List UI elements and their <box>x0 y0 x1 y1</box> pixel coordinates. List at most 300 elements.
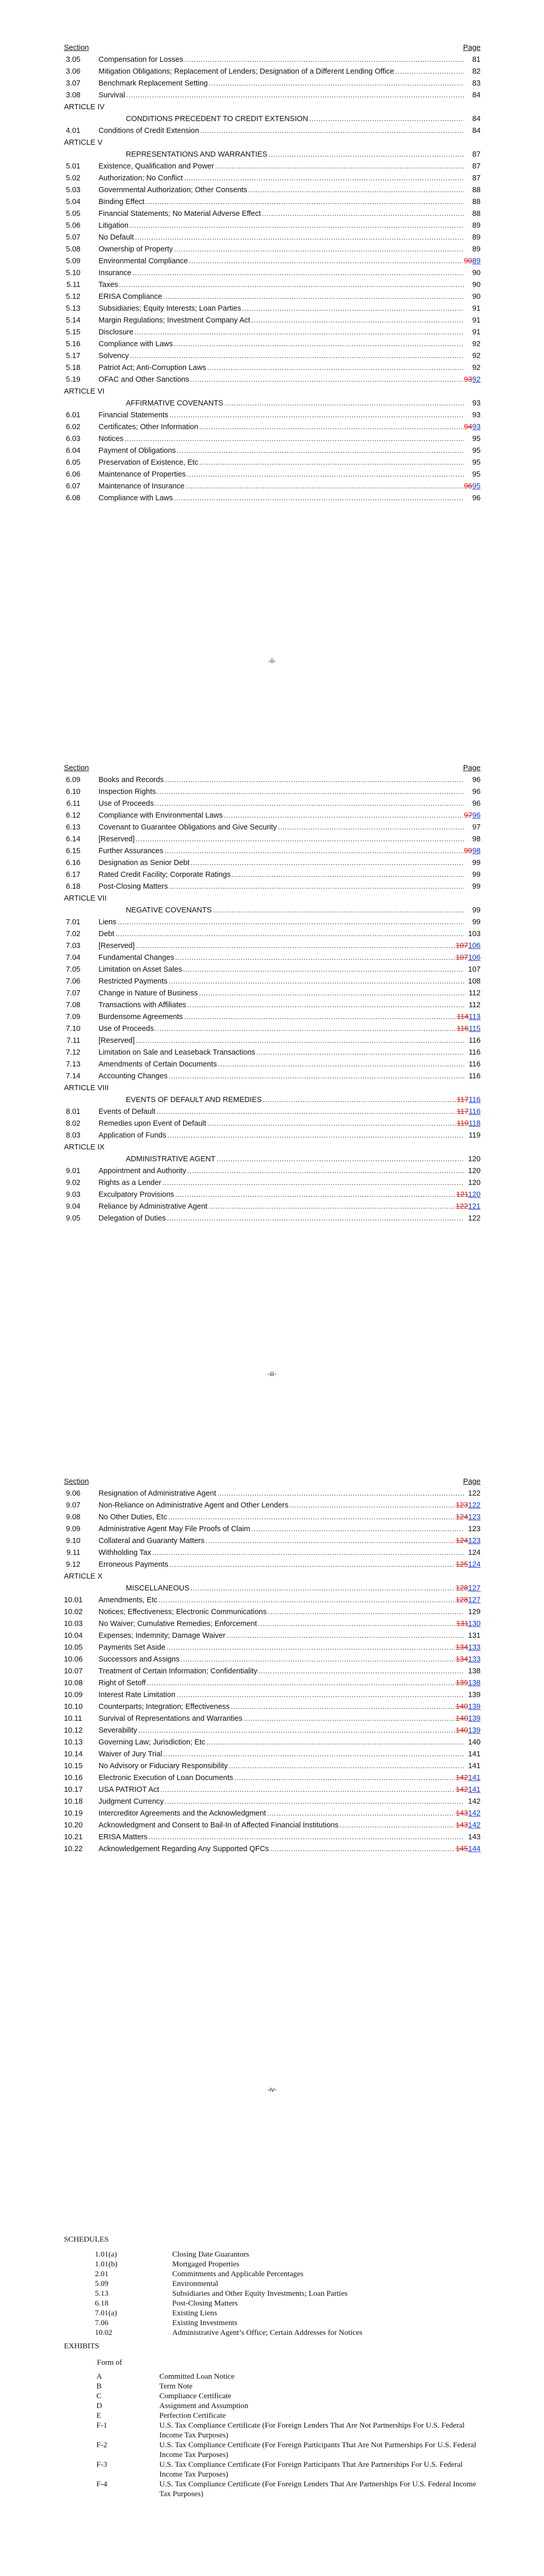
deleted-page-number: 117 <box>456 1096 469 1104</box>
schedule-description: Commitments and Applicable Percentages <box>172 2270 304 2278</box>
exhibit-description: U.S. Tax Compliance Certificate (For Foreign Participants That Are Not Partnerships For U.S. Federal Income Tax Purposes) <box>159 2441 476 2459</box>
article-heading: ARTICLE IV <box>64 103 105 111</box>
dot-leader <box>130 350 464 362</box>
inserted-page-number: 141 <box>468 1774 481 1782</box>
page-ref <box>456 1559 481 1571</box>
toc-entry <box>64 999 481 1011</box>
page-ref <box>457 1011 481 1023</box>
inserted-page-number: 116 <box>468 1108 481 1116</box>
page-ref: 112 <box>468 1001 481 1009</box>
deleted-page-number: 93 <box>464 376 472 384</box>
dot-leader <box>169 881 464 893</box>
toc-entry <box>64 1118 481 1130</box>
section-number: 5.05 <box>65 210 80 218</box>
section-number: 10.21 <box>64 1833 83 1841</box>
schedules-exhibits-page <box>64 2233 487 2499</box>
page-ref: 82 <box>472 67 481 76</box>
toc-entry <box>64 774 481 786</box>
toc-entry <box>64 374 481 386</box>
section-number: 6.13 <box>65 823 80 832</box>
section-title: ERISA Matters <box>98 1833 148 1841</box>
page-ref <box>456 1618 481 1630</box>
toc-entry <box>64 1035 481 1047</box>
page-ref: 91 <box>472 316 481 325</box>
dot-leader <box>147 1677 455 1689</box>
page-ref: 99 <box>472 859 481 867</box>
dot-leader <box>199 421 463 433</box>
dot-leader <box>162 1177 464 1189</box>
section-title: Amendments of Certain Documents <box>98 1060 217 1069</box>
inserted-page-number: 144 <box>468 1845 481 1853</box>
dot-leader <box>189 256 463 267</box>
toc-entry <box>64 445 481 457</box>
page-ref: 141 <box>468 1762 481 1770</box>
exhibit-entry <box>64 2401 487 2411</box>
toc-entry <box>64 1606 481 1618</box>
section-number: 5.06 <box>65 222 80 230</box>
section-number: 6.18 <box>65 883 80 891</box>
toc-entry <box>64 869 481 881</box>
dot-leader <box>218 1059 464 1071</box>
schedule-code: 7.01(a) <box>95 2309 117 2317</box>
dot-leader <box>187 1165 464 1177</box>
exhibit-entry <box>64 2480 487 2499</box>
exhibit-description: U.S. Tax Compliance Certificate (For Foreign Participants That Are Partnerships For U.S. Federal Income Tax Purposes) <box>159 2461 463 2479</box>
section-number: 5.02 <box>65 174 80 182</box>
section-title: Electronic Execution of Loan Documents <box>98 1774 234 1782</box>
dot-leader <box>155 1023 456 1035</box>
dot-leader <box>133 267 464 279</box>
toc-entry <box>64 1023 481 1035</box>
page-ref <box>456 1583 481 1595</box>
section-number: 5.14 <box>65 316 80 325</box>
dot-leader <box>158 1595 454 1606</box>
section-number: 7.07 <box>65 989 80 997</box>
section-title: Fundamental Changes <box>98 954 174 962</box>
deleted-page-number: 124 <box>455 1537 468 1545</box>
inserted-page-number: 121 <box>468 1202 481 1211</box>
toc-entry <box>64 66 481 78</box>
section-number: 6.10 <box>65 788 80 796</box>
section-title: Notices; Effectiveness; Electronic Communications <box>98 1608 267 1616</box>
page-ref: 92 <box>472 352 481 360</box>
inserted-page-number: 139 <box>468 1715 481 1723</box>
toc-entry <box>64 1488 481 1500</box>
section-number: 6.17 <box>65 871 80 879</box>
toc-entry <box>64 1689 481 1701</box>
section-number: 5.04 <box>65 198 80 206</box>
dot-leader <box>157 786 464 798</box>
section-number: 3.06 <box>65 67 80 76</box>
page-ref: 141 <box>468 1750 481 1758</box>
inserted-page-number: 98 <box>472 847 481 855</box>
section-number: 3.05 <box>65 56 80 64</box>
inserted-page-number: 142 <box>468 1809 481 1818</box>
section-title: [Reserved] <box>98 835 135 843</box>
schedule-description: Mortgaged Properties <box>172 2260 240 2268</box>
dot-leader <box>230 1701 454 1713</box>
section-number: 10.15 <box>64 1762 83 1770</box>
page-ref: 143 <box>468 1833 481 1841</box>
page-ref <box>456 952 481 964</box>
toc-entry <box>64 481 481 493</box>
exhibit-description: Perfection Certificate <box>159 2412 226 2420</box>
section-number: 10.09 <box>64 1691 83 1699</box>
page-ref: 139 <box>468 1691 481 1699</box>
inserted-page-number: 93 <box>472 423 481 431</box>
section-number: 6.14 <box>65 835 80 843</box>
article-title-row <box>64 905 481 917</box>
dot-leader <box>174 338 464 350</box>
dot-leader <box>251 1523 464 1535</box>
dot-leader <box>175 1189 455 1201</box>
section-title: Rated Credit Facility; Corporate Ratings <box>98 871 231 879</box>
toc-entry <box>64 196 481 208</box>
section-number: 6.12 <box>65 811 80 820</box>
section-title: Post-Closing Matters <box>98 883 168 891</box>
section-number: 5.09 <box>65 257 80 265</box>
dot-leader <box>213 905 464 917</box>
page-ref <box>456 1595 481 1606</box>
page-ref: 116 <box>468 1060 481 1069</box>
dot-leader <box>160 1784 455 1796</box>
section-title: Patriot Act; Anti-Corruption Laws <box>98 364 206 372</box>
section-title: Taxes <box>98 281 118 289</box>
page-ref <box>456 1512 481 1523</box>
toc-entry <box>64 1843 481 1855</box>
toc-entry <box>64 1677 481 1689</box>
toc-entry <box>64 279 481 291</box>
article-title: EVENTS OF DEFAULT AND REMEDIES <box>126 1096 262 1104</box>
section-title: Payments Set Aside <box>98 1643 166 1652</box>
page-ref <box>456 940 481 952</box>
dot-leader <box>289 1500 454 1512</box>
section-number: 10.10 <box>64 1703 83 1711</box>
dot-leader <box>229 1760 464 1772</box>
dot-leader <box>124 433 464 445</box>
page-ref: 87 <box>472 162 481 171</box>
page-ref: 88 <box>472 210 481 218</box>
toc-entry <box>64 244 481 256</box>
toc-entry <box>64 1760 481 1772</box>
page-ref: 91 <box>472 328 481 336</box>
exhibit-entry <box>64 2460 487 2480</box>
inserted-page-number: 116 <box>468 1096 481 1104</box>
toc-entry <box>64 1559 481 1571</box>
deleted-page-number: 139 <box>455 1679 468 1687</box>
exhibit-code: E <box>96 2412 102 2420</box>
toc-entry <box>64 1772 481 1784</box>
dot-leader <box>256 1047 464 1059</box>
page-ref: 84 <box>472 115 481 123</box>
page-ref: 87 <box>472 174 481 182</box>
toc-entry <box>64 433 481 445</box>
dot-leader <box>145 196 464 208</box>
section-number: 10.08 <box>64 1679 83 1687</box>
page-ref <box>464 845 481 857</box>
inserted-page-number: 139 <box>468 1703 481 1711</box>
dot-leader <box>395 66 464 78</box>
section-column-label: Section <box>64 764 89 772</box>
article-heading: ARTICLE X <box>64 1572 103 1581</box>
schedule-entry <box>64 2289 487 2299</box>
section-title: Amendments, Etc <box>98 1596 158 1604</box>
article-title: NEGATIVE COVENANTS <box>126 906 212 914</box>
deleted-page-number: 124 <box>455 1513 468 1521</box>
page-ref <box>456 1772 481 1784</box>
section-title: Interest Rate Limitation <box>98 1691 176 1699</box>
section-title: Expenses; Indemnity; Damage Waiver <box>98 1632 226 1640</box>
deleted-page-number: 140 <box>455 1715 468 1723</box>
page-ref: 90 <box>472 269 481 277</box>
article-title-row <box>64 149 481 161</box>
section-title: Collateral and Guaranty Matters <box>98 1537 205 1545</box>
page-ref: 124 <box>468 1549 481 1557</box>
schedule-code: 1.01(b) <box>95 2260 118 2268</box>
dot-leader <box>217 1488 464 1500</box>
article-heading: ARTICLE IX <box>64 1143 105 1151</box>
dot-leader <box>268 149 464 161</box>
section-number: 5.13 <box>65 304 80 313</box>
exhibit-description: Compliance Certificate <box>159 2392 232 2400</box>
toc-entry <box>64 1820 481 1832</box>
section-number: 5.11 <box>66 281 80 289</box>
dot-leader <box>262 208 464 220</box>
schedules-list <box>64 2250 487 2338</box>
toc-entry <box>64 1796 481 1808</box>
inserted-page-number: 138 <box>468 1679 481 1687</box>
toc-entry <box>64 1059 481 1071</box>
section-number: 8.02 <box>65 1120 80 1128</box>
dot-leader <box>129 220 464 232</box>
schedule-code: 5.09 <box>95 2280 109 2288</box>
dot-leader <box>267 1808 455 1820</box>
page-ref <box>456 1189 481 1201</box>
section-number: 9.04 <box>65 1202 80 1211</box>
section-number: 6.01 <box>65 411 80 419</box>
deleted-page-number: 140 <box>455 1726 468 1735</box>
section-title: Payment of Obligations <box>98 447 176 455</box>
inserted-page-number: 141 <box>468 1786 481 1794</box>
section-title: Binding Effect <box>98 198 145 206</box>
toc-entry <box>64 493 481 504</box>
toc-entry <box>64 857 481 869</box>
section-number: 10.13 <box>64 1738 83 1747</box>
section-title: Rights as a Lender <box>98 1179 161 1187</box>
inserted-page-number: 95 <box>472 482 481 490</box>
section-title: Environmental Compliance <box>98 257 188 265</box>
dot-leader <box>187 469 464 481</box>
section-title: Intercreditor Agreements and the Acknowledgment <box>98 1809 266 1818</box>
section-title: Authorization; No Conflict <box>98 174 183 182</box>
section-number: 7.05 <box>65 965 80 974</box>
section-title: Designation as Senior Debt <box>98 859 190 867</box>
dot-leader <box>200 125 464 137</box>
section-title: Severability <box>98 1726 137 1735</box>
page-ref: 116 <box>468 1048 481 1057</box>
page-ref <box>464 374 481 386</box>
schedule-code: 5.13 <box>95 2290 109 2298</box>
page-ref: 89 <box>472 222 481 230</box>
toc-entry <box>64 1011 481 1023</box>
section-title: Books and Records <box>98 776 164 784</box>
toc-entry <box>64 1784 481 1796</box>
exhibit-description: U.S. Tax Compliance Certificate (For Foreign Lenders That Are Not Partnerships For U.S. Federal Income Tax Purposes) <box>159 2421 465 2439</box>
exhibit-code: D <box>96 2402 102 2410</box>
toc-entry <box>64 362 481 374</box>
section-number: 5.12 <box>65 293 80 301</box>
inserted-page-number: 130 <box>468 1620 481 1628</box>
toc-entry <box>64 1749 481 1760</box>
page-ref: 89 <box>472 233 481 242</box>
section-number: 9.10 <box>65 1537 80 1545</box>
section-number: 6.09 <box>65 776 80 784</box>
toc-entry <box>64 125 481 137</box>
section-number: 10.17 <box>64 1786 83 1794</box>
dot-leader <box>156 1106 455 1118</box>
section-title: Successors and Assigns <box>98 1655 180 1664</box>
dot-leader <box>163 1749 464 1760</box>
section-title: Use of Proceeds <box>98 800 154 808</box>
page-number-footer: -iv- <box>267 2086 277 2093</box>
form-of-label: Form of <box>97 2359 122 2367</box>
section-title: Withholding Tax <box>98 1549 152 1557</box>
toc-entry <box>64 1654 481 1666</box>
exhibit-entry <box>64 2411 487 2421</box>
section-title: Compliance with Environmental Laws <box>98 811 223 820</box>
deleted-page-number: 131 <box>456 1620 468 1628</box>
toc-header <box>64 764 481 774</box>
dot-leader <box>206 1737 464 1749</box>
section-number: 6.03 <box>65 435 80 443</box>
section-number: 8.01 <box>65 1108 80 1116</box>
page-ref: 95 <box>472 470 481 479</box>
section-title: Certificates; Other Information <box>98 423 199 431</box>
toc-entry <box>64 1130 481 1142</box>
dot-leader <box>165 1796 464 1808</box>
article-title: MISCELLANEOUS <box>126 1584 190 1592</box>
deleted-page-number: 94 <box>464 423 472 431</box>
inserted-page-number: 123 <box>468 1513 481 1521</box>
page-ref: 99 <box>472 871 481 879</box>
exhibit-code: B <box>96 2382 102 2391</box>
section-title: No Waiver; Cumulative Remedies; Enforcement <box>98 1620 257 1628</box>
page-column-label: Page <box>463 764 481 772</box>
article-title: REPRESENTATIONS AND WARRANTIES <box>126 150 268 159</box>
page-ref <box>456 1677 481 1689</box>
section-title: Limitation on Sale and Leaseback Transactions <box>98 1048 255 1057</box>
section-number: 7.11 <box>66 1037 80 1045</box>
section-number: 10.04 <box>64 1632 83 1640</box>
dot-leader <box>207 362 464 374</box>
deleted-page-number: 125 <box>455 1561 468 1569</box>
dot-leader <box>163 291 464 303</box>
section-column-label: Section <box>64 44 89 52</box>
section-title: Administrative Agent May File Proofs of Claim <box>98 1525 251 1533</box>
toc-entry <box>64 421 481 433</box>
deleted-page-number: 114 <box>456 1013 469 1021</box>
deleted-page-number: 107 <box>455 954 468 962</box>
section-title: Burdensome Agreements <box>98 1013 183 1021</box>
section-number: 9.02 <box>65 1179 80 1187</box>
schedule-code: 2.01 <box>95 2270 109 2278</box>
section-title: Liens <box>98 918 117 926</box>
exhibits-heading: EXHIBITS <box>64 2342 100 2350</box>
dot-leader <box>309 113 464 125</box>
dot-leader <box>190 374 463 386</box>
toc-entry <box>64 1500 481 1512</box>
section-number: 6.15 <box>65 847 80 855</box>
section-title: Appointment and Authority <box>98 1167 187 1175</box>
toc-entry <box>64 928 481 940</box>
page-ref <box>457 1094 481 1106</box>
deleted-page-number: 97 <box>464 811 472 820</box>
page-ref: 140 <box>468 1738 481 1747</box>
page-ref <box>456 1808 481 1820</box>
toc-entry <box>64 1189 481 1201</box>
section-title: Treatment of Certain Information; Confidentiality <box>98 1667 258 1675</box>
dot-leader <box>176 1689 464 1701</box>
section-title: Waiver of Jury Trial <box>98 1750 162 1758</box>
dot-leader <box>169 976 464 988</box>
page-ref: 122 <box>468 1214 481 1223</box>
dot-leader <box>168 1512 455 1523</box>
schedule-code: 1.01(a) <box>95 2250 117 2259</box>
inserted-page-number: 124 <box>468 1561 481 1569</box>
section-title: OFAC and Other Sanctions <box>98 376 189 384</box>
dot-leader <box>169 1559 454 1571</box>
section-title: ERISA Compliance <box>98 293 162 301</box>
section-number: 10.05 <box>64 1643 83 1652</box>
page-ref: 97 <box>472 823 481 832</box>
page-ref: 138 <box>468 1667 481 1675</box>
page-ref <box>456 1713 481 1725</box>
deleted-page-number: 142 <box>455 1774 468 1782</box>
inserted-page-number: 113 <box>468 1013 481 1021</box>
dot-leader <box>340 1820 455 1832</box>
page-ref: 96 <box>472 800 481 808</box>
section-number: 10.01 <box>64 1596 83 1604</box>
section-number: 10.12 <box>64 1726 83 1735</box>
toc-page-1 <box>64 44 481 504</box>
section-title: Solvency <box>98 352 129 360</box>
section-number: 6.08 <box>65 494 80 502</box>
page-ref: 99 <box>472 883 481 891</box>
schedule-code: 10.02 <box>95 2329 112 2337</box>
schedule-description: Administrative Agent’s Office; Certain Addresses for Notices <box>172 2329 362 2337</box>
dot-leader <box>232 869 464 881</box>
page-ref <box>456 1784 481 1796</box>
page-ref: 93 <box>472 411 481 419</box>
page-ref: 122 <box>468 1489 481 1498</box>
toc-page-3 <box>64 1478 481 1855</box>
dot-leader <box>180 1654 454 1666</box>
page-ref <box>464 421 481 433</box>
toc-entry <box>64 1832 481 1843</box>
section-number: 9.09 <box>65 1525 80 1533</box>
section-number: 10.07 <box>64 1667 83 1675</box>
exhibit-description: Assignment and Assumption <box>159 2402 249 2410</box>
toc-entry <box>64 256 481 267</box>
schedule-entry <box>64 2260 487 2269</box>
page-ref: 129 <box>468 1608 481 1616</box>
schedule-entry <box>64 2269 487 2279</box>
section-number: 10.14 <box>64 1750 83 1758</box>
inserted-page-number: 123 <box>468 1537 481 1545</box>
page-ref: 92 <box>472 364 481 372</box>
section-title: Delegation of Duties <box>98 1214 166 1223</box>
toc-entry <box>64 54 481 66</box>
